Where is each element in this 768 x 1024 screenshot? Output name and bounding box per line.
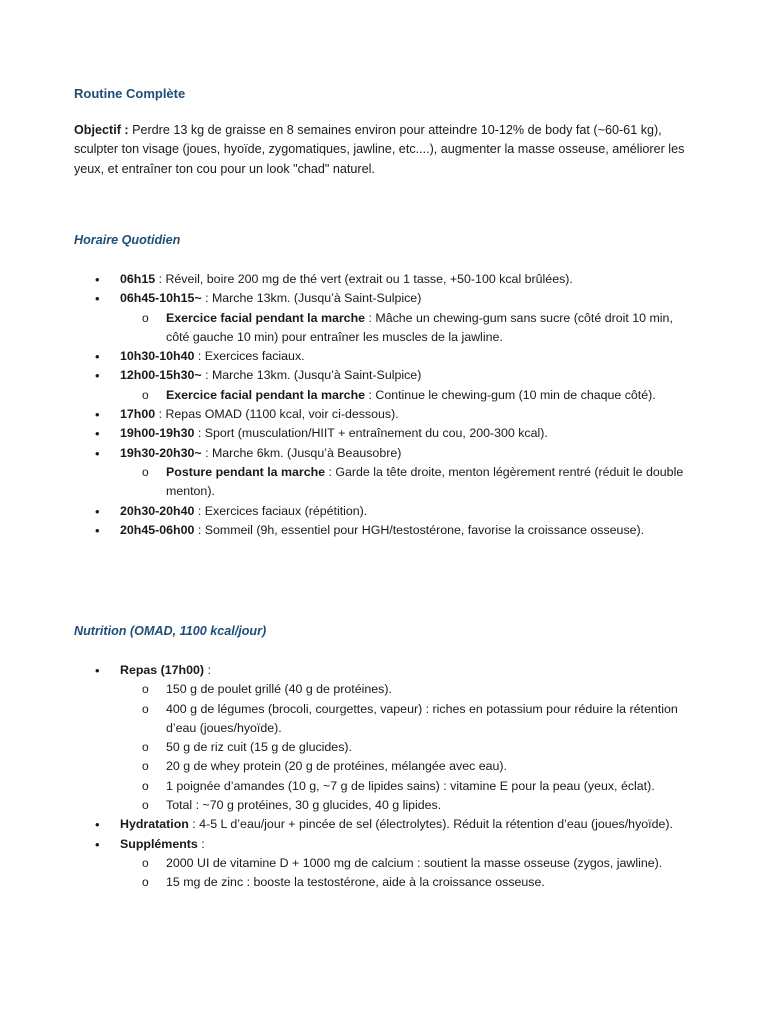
bullet-icon: •	[95, 503, 100, 519]
sub-list-item	[142, 463, 698, 502]
circle-bullet-icon: o	[142, 875, 149, 890]
list-item	[0, 347, 700, 366]
bullet-icon: •	[95, 817, 100, 833]
list-item-text	[120, 289, 698, 308]
list-item	[0, 521, 700, 540]
circle-bullet-icon: o	[142, 310, 149, 325]
sub-list	[120, 386, 700, 405]
circle-bullet-icon: o	[142, 855, 149, 870]
document-title: Routine Complète	[74, 86, 186, 101]
sub-list-item-text: 1 poignée d’amandes (10 g, ~7 g de lipides sains) : vitamine E pour la peau (yeux, éclat).	[166, 778, 655, 793]
list-item-description: : Marche 13km. (Jusqu’à Saint-Sulpice)	[201, 368, 422, 383]
list-item-text	[120, 405, 698, 424]
circle-bullet-icon: o	[142, 682, 149, 697]
list-item-description: : Repas OMAD (1100 kcal, voir ci-dessous).	[155, 407, 399, 422]
sub-list	[120, 854, 700, 893]
list-item-label: 10h30-10h40	[120, 349, 195, 364]
sub-list	[120, 463, 700, 502]
objective-text: Perdre 13 kg de graisse en 8 semaines environ pour atteindre 10-12% de body fat (~60-61 kg), sculpter ton visage (joues, hyoïde, zygomatiques, jawline, etc....), augmenter la masse osseuse, améliorer les yeux, et entraîner ton cou pour un look "chad" naturel.	[74, 123, 685, 176]
circle-bullet-icon: o	[142, 701, 149, 716]
bullet-icon: •	[95, 291, 100, 307]
sub-list-item-label: Posture pendant la marche	[166, 464, 326, 479]
list-item-text	[120, 521, 698, 540]
sub-list-item-text: Total : ~70 g protéines, 30 g glucides, 40 g lipides.	[166, 798, 442, 813]
list-item-text	[120, 347, 698, 366]
nutrition-heading: Nutrition (OMAD, 1100 kcal/jour)	[74, 624, 267, 638]
sub-list-item	[142, 386, 698, 405]
nutrition-list	[0, 661, 700, 893]
list-item-text	[120, 661, 698, 680]
sub-list-item	[142, 854, 698, 873]
bullet-icon: •	[95, 445, 100, 461]
circle-bullet-icon: o	[142, 778, 149, 793]
sub-list-item	[142, 873, 698, 892]
bullet-icon: •	[95, 663, 100, 678]
bullet-icon: •	[95, 836, 100, 852]
circle-bullet-icon: o	[142, 387, 149, 402]
list-item	[0, 502, 700, 521]
sub-list-item-text: 2000 UI de vitamine D + 1000 mg de calcium : soutient la masse osseuse (zygos, jawline).	[166, 855, 663, 870]
list-item	[0, 289, 700, 347]
sub-list-item	[142, 777, 698, 796]
list-item-description: : Sommeil (9h, essentiel pour HGH/testostérone, favorise la croissance osseuse).	[194, 522, 645, 537]
bullet-icon: •	[95, 522, 100, 538]
sub-list	[120, 309, 700, 348]
list-item-text	[120, 815, 698, 834]
list-item-label: 06h45-10h15~	[120, 291, 202, 306]
list-item	[0, 270, 700, 289]
sub-list-item	[142, 309, 698, 348]
list-item-description: : Marche 6km. (Jusqu’à Beausobre)	[201, 445, 402, 460]
list-item-label: 17h00	[120, 407, 156, 422]
schedule-list	[0, 270, 700, 540]
list-item-description: : Exercices faciaux (répétition).	[194, 503, 368, 518]
list-item-description: :	[204, 663, 211, 677]
list-item-label: 19h30-20h30~	[120, 445, 202, 460]
list-item-description: : Réveil, boire 200 mg de thé vert (extrait ou 1 tasse, +50-100 kcal brûlées).	[155, 272, 573, 286]
list-item-label: 12h00-15h30~	[120, 368, 202, 383]
list-item-label: Suppléments	[120, 836, 198, 851]
bullet-icon: •	[95, 407, 100, 423]
bullet-icon: •	[95, 426, 100, 442]
circle-bullet-icon: o	[142, 740, 149, 755]
bullet-icon: •	[95, 349, 100, 365]
list-item-label: Repas (17h00)	[120, 663, 205, 677]
sub-list-item	[142, 757, 698, 776]
list-item-label: Hydratation	[120, 817, 189, 832]
bullet-icon: •	[95, 272, 100, 287]
bullet-icon: •	[95, 368, 100, 384]
sub-list-item-text: 20 g de whey protein (20 g de protéines, mélangée avec eau).	[166, 759, 507, 774]
list-item-label: 06h15	[120, 272, 156, 286]
sub-list-item-text: : Garde la tête droite, menton légèrement rentré (réduit le double menton).	[166, 464, 684, 499]
sub-list-item	[142, 700, 698, 739]
circle-bullet-icon: o	[142, 798, 149, 813]
objective-label: Objectif :	[74, 123, 129, 137]
list-item-label: 20h30-20h40	[120, 503, 195, 518]
list-item-text	[120, 424, 698, 443]
sub-list-item-label: Exercice facial pendant la marche	[166, 387, 366, 402]
list-item	[0, 835, 700, 893]
sub-list-item	[142, 680, 698, 699]
list-item-label: 20h45-06h00	[120, 522, 195, 537]
list-item-description: : Marche 13km. (Jusqu’à Saint-Sulpice)	[201, 291, 422, 306]
sub-list	[120, 680, 700, 815]
schedule-heading: Horaire Quotidien	[74, 233, 181, 247]
sub-list-item-text: 400 g de légumes (brocoli, courgettes, vapeur) : riches en potassium pour réduire la rétention d’eau (joues/hyoïde).	[166, 701, 678, 735]
list-item-text	[120, 366, 698, 385]
list-item-label: 19h00-19h30	[120, 426, 195, 441]
sub-list-item	[142, 796, 698, 815]
list-item-text	[120, 270, 698, 289]
list-item	[0, 815, 700, 834]
sub-list-item-text: 50 g de riz cuit (15 g de glucides).	[166, 740, 352, 755]
list-item-text	[120, 444, 698, 463]
list-item-description: :	[197, 836, 205, 851]
circle-bullet-icon: o	[142, 759, 149, 774]
list-item	[0, 405, 700, 424]
objective-paragraph	[74, 121, 694, 179]
list-item-text	[120, 502, 698, 521]
sub-list-item-text: : Continue le chewing-gum (10 min de chaque côté).	[365, 387, 656, 402]
list-item-text	[120, 835, 698, 854]
list-item-description: : Exercices faciaux.	[194, 349, 305, 364]
sub-list-item-text: : Mâche un chewing-gum sans sucre (côté droit 10 min, côté gauche 10 min) pour entraîner les muscles de la jawline.	[166, 310, 673, 344]
list-item-description: : 4-5 L d’eau/jour + pincée de sel (électrolytes). Réduit la rétention d’eau (joues/hyoïde).	[188, 817, 673, 832]
list-item	[0, 424, 700, 443]
list-item	[0, 366, 700, 405]
sub-list-item-text: 150 g de poulet grillé (40 g de protéines).	[166, 682, 392, 697]
circle-bullet-icon: o	[142, 464, 149, 479]
list-item	[0, 444, 700, 502]
sub-list-item-text: 15 mg de zinc : booste la testostérone, aide à la croissance osseuse.	[166, 875, 545, 890]
sub-list-item	[142, 738, 698, 757]
list-item-description: : Sport (musculation/HIIT + entraînement du cou, 200-300 kcal).	[194, 426, 548, 441]
sub-list-item-label: Exercice facial pendant la marche	[166, 310, 366, 325]
list-item	[0, 661, 700, 815]
